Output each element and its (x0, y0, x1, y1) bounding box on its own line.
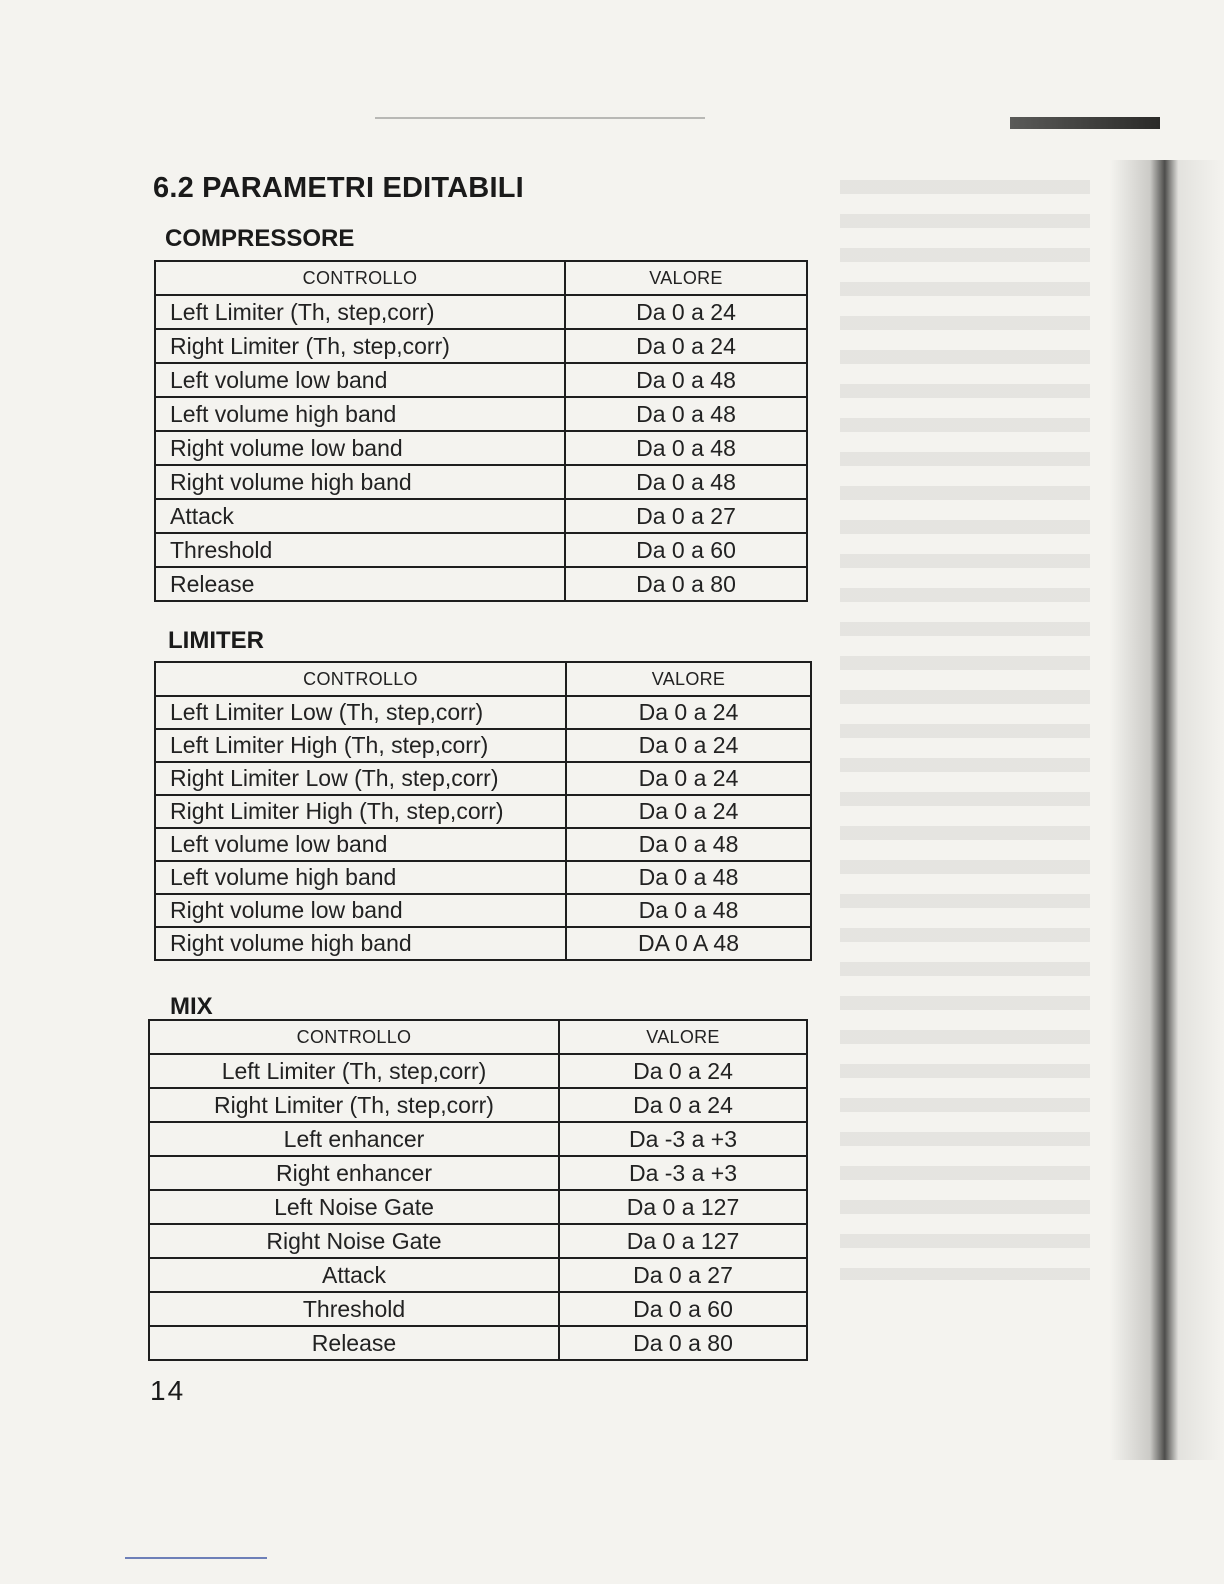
value-cell: Da 0 a 60 (565, 533, 807, 567)
table-row (155, 329, 807, 363)
table-row (149, 1122, 807, 1156)
table-row (155, 499, 807, 533)
control-cell: Left Limiter (Th, step,corr) (155, 295, 565, 329)
table-row (155, 927, 811, 960)
control-cell: Right enhancer (149, 1156, 559, 1190)
table-header-row (149, 1020, 807, 1054)
table-row (149, 1190, 807, 1224)
control-cell: Right Limiter (Th, step,corr) (149, 1088, 559, 1122)
control-cell: Threshold (155, 533, 565, 567)
value-cell: Da 0 a 80 (565, 567, 807, 601)
table-row (155, 729, 811, 762)
control-cell: Right Limiter (Th, step,corr) (155, 329, 565, 363)
value-cell: Da 0 a 24 (566, 696, 811, 729)
table-header-row (155, 662, 811, 696)
binding-shadow (1110, 160, 1224, 1460)
table-row (155, 861, 811, 894)
table-row (155, 894, 811, 927)
value-cell: Da 0 a 24 (566, 729, 811, 762)
control-cell: Release (149, 1326, 559, 1360)
control-cell: Left volume high band (155, 397, 565, 431)
table-row (149, 1326, 807, 1360)
header-valore: VALORE (566, 662, 811, 696)
header-controllo: CONTROLLO (155, 662, 566, 696)
value-cell: Da 0 a 24 (565, 329, 807, 363)
table-row (149, 1258, 807, 1292)
value-cell: Da 0 a 24 (566, 795, 811, 828)
table-row (155, 397, 807, 431)
compressore-table (154, 260, 808, 602)
value-cell: Da -3 a +3 (559, 1122, 807, 1156)
value-cell: Da 0 a 60 (559, 1292, 807, 1326)
control-cell: Right Limiter Low (Th, step,corr) (155, 762, 566, 795)
table-row (155, 465, 807, 499)
mix-table (148, 1019, 808, 1361)
value-cell: Da 0 a 27 (565, 499, 807, 533)
value-cell: Da 0 a 127 (559, 1190, 807, 1224)
control-cell: Right Noise Gate (149, 1224, 559, 1258)
control-cell: Left volume low band (155, 828, 566, 861)
page-edge-mark (1010, 117, 1160, 129)
section-title-mix: MIX (170, 993, 213, 1020)
control-cell: Left Noise Gate (149, 1190, 559, 1224)
value-cell: Da 0 a 24 (566, 762, 811, 795)
control-cell: Left Limiter (Th, step,corr) (149, 1054, 559, 1088)
value-cell: Da -3 a +3 (559, 1156, 807, 1190)
value-cell: DA 0 A 48 (566, 927, 811, 960)
section-title-compressore: COMPRESSORE (165, 225, 355, 252)
value-cell: Da 0 a 48 (565, 363, 807, 397)
limiter-table (154, 661, 812, 961)
table-row (155, 363, 807, 397)
bottom-rule (125, 1557, 267, 1559)
value-cell: Da 0 a 27 (559, 1258, 807, 1292)
control-cell: Right volume low band (155, 894, 566, 927)
top-rule (375, 117, 705, 119)
table-row (149, 1224, 807, 1258)
table-row (155, 762, 811, 795)
table-row (149, 1156, 807, 1190)
control-cell: Release (155, 567, 565, 601)
header-valore: VALORE (559, 1020, 807, 1054)
control-cell: Right volume low band (155, 431, 565, 465)
table-row (155, 567, 807, 601)
value-cell: Da 0 a 24 (565, 295, 807, 329)
table-row (155, 533, 807, 567)
control-cell: Right Limiter High (Th, step,corr) (155, 795, 566, 828)
table-row (149, 1054, 807, 1088)
header-controllo: CONTROLLO (149, 1020, 559, 1054)
control-cell: Attack (149, 1258, 559, 1292)
value-cell: Da 0 a 24 (559, 1088, 807, 1122)
bleed-through-text (840, 180, 1090, 1280)
value-cell: Da 0 a 48 (565, 465, 807, 499)
control-cell: Threshold (149, 1292, 559, 1326)
control-cell: Left Limiter High (Th, step,corr) (155, 729, 566, 762)
table-row (155, 295, 807, 329)
table-row (155, 795, 811, 828)
value-cell: Da 0 a 48 (565, 397, 807, 431)
control-cell: Left Limiter Low (Th, step,corr) (155, 696, 566, 729)
page-title: 6.2 PARAMETRI EDITABILI (153, 172, 524, 204)
table-row (155, 431, 807, 465)
value-cell: Da 0 a 127 (559, 1224, 807, 1258)
table-row (149, 1088, 807, 1122)
control-cell: Left volume high band (155, 861, 566, 894)
value-cell: Da 0 a 48 (565, 431, 807, 465)
control-cell: Attack (155, 499, 565, 533)
value-cell: Da 0 a 48 (566, 861, 811, 894)
value-cell: Da 0 a 48 (566, 894, 811, 927)
value-cell: Da 0 a 24 (559, 1054, 807, 1088)
control-cell: Left enhancer (149, 1122, 559, 1156)
value-cell: Da 0 a 48 (566, 828, 811, 861)
control-cell: Left volume low band (155, 363, 565, 397)
value-cell: Da 0 a 80 (559, 1326, 807, 1360)
section-title-limiter: LIMITER (168, 627, 264, 654)
header-valore: VALORE (565, 261, 807, 295)
control-cell: Right volume high band (155, 927, 566, 960)
table-row (149, 1292, 807, 1326)
table-header-row (155, 261, 807, 295)
page-number: 14 (150, 1375, 186, 1406)
control-cell: Right volume high band (155, 465, 565, 499)
header-controllo: CONTROLLO (155, 261, 565, 295)
table-row (155, 696, 811, 729)
table-row (155, 828, 811, 861)
